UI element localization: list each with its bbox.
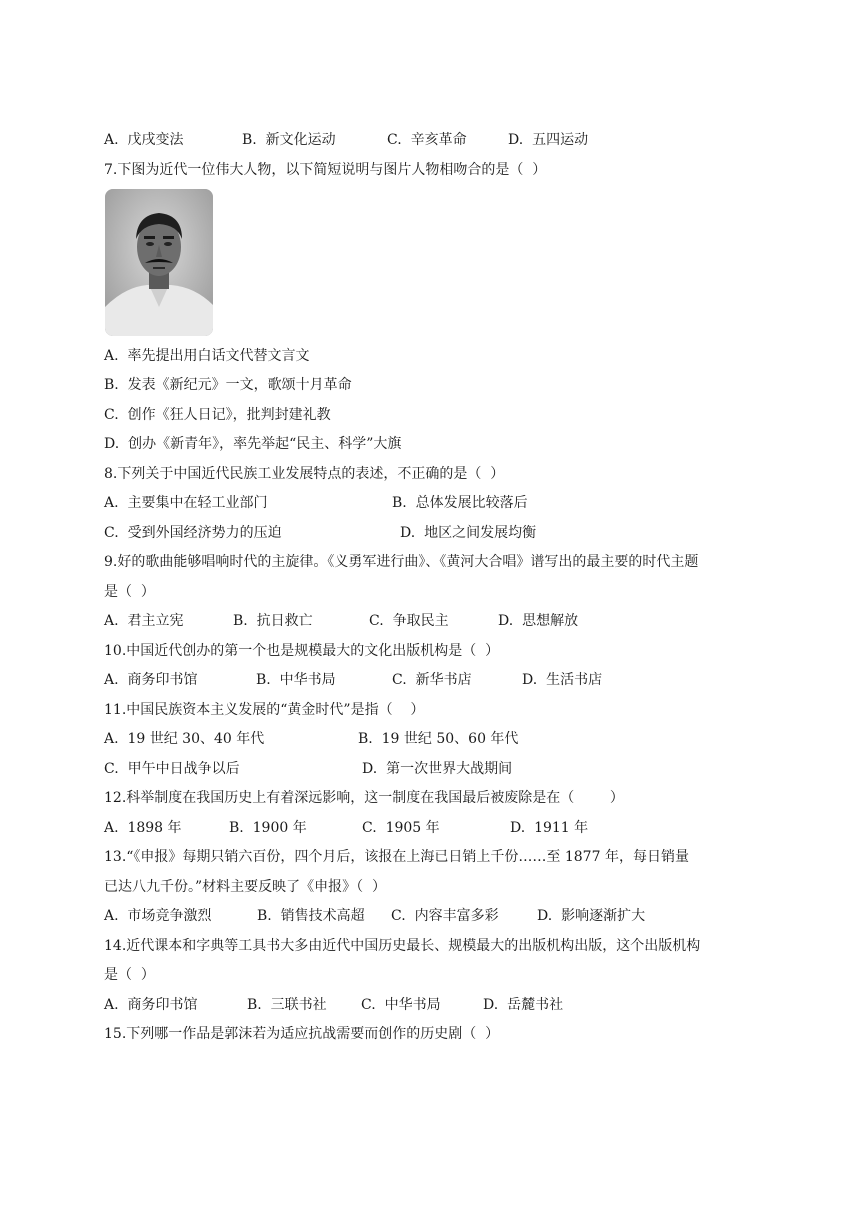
q9-option-a: A. 君主立宪: [104, 613, 184, 629]
q10-option-d: D. 生活书店: [522, 672, 603, 688]
q14-option-a: A. 商务印书馆: [104, 997, 198, 1013]
q15-stem: 15.下列哪一作品是郭沫若为适应抗战需要而创作的历史剧（ ）: [104, 1026, 500, 1042]
q14-stem-line2: 是（ ）: [104, 967, 155, 983]
q6-option-a: A. 戊戌变法: [104, 132, 184, 148]
q11-option-a: A. 19 世纪 30、40 年代: [104, 731, 265, 747]
q13-option-d: D. 影响逐渐扩大: [537, 908, 646, 924]
q8-option-c: C. 受到外国经济势力的压迫: [104, 525, 282, 541]
q12-option-d: D. 1911 年: [510, 820, 589, 836]
q13-option-b: B. 销售技术高超: [257, 908, 365, 924]
q7-option-d: D. 创办《新青年》，率先举起“民主、科学”大旗: [104, 436, 402, 452]
q7-option-c: C. 创作《狂人日记》，批判封建礼教: [104, 407, 331, 423]
q14-option-c: C. 中华书局: [361, 997, 441, 1013]
q11-stem: 11.中国民族资本主义发展的“黄金时代”是指（ ）: [104, 702, 425, 718]
q7-option-b: B. 发表《新纪元》一文，歌颂十月革命: [104, 377, 352, 393]
q6-option-c: C. 辛亥革命: [387, 132, 467, 148]
q12-option-b: B. 1900 年: [229, 820, 307, 836]
q10-option-c: C. 新华书店: [392, 672, 472, 688]
q8-stem: 8.下列关于中国近代民族工业发展特点的表述，不正确的是（ ）: [104, 466, 505, 482]
q6-option-d: D. 五四运动: [508, 132, 589, 148]
q6-option-b: B. 新文化运动: [242, 132, 336, 148]
q11-option-b: B. 19 世纪 50、60 年代: [358, 731, 519, 747]
q13-stem-line2: 已达八九千份。”材料主要反映了《申报》（ ）: [104, 879, 387, 895]
q10-option-a: A. 商务印书馆: [104, 672, 198, 688]
q7-stem: 7.下图为近代一位伟大人物，以下简短说明与图片人物相吻合的是（ ）: [104, 162, 547, 178]
q10-option-b: B. 中华书局: [256, 672, 336, 688]
q12-option-a: A. 1898 年: [104, 820, 182, 836]
q10-stem: 10.中国近代创办的第一个也是规模最大的文化出版机构是（ ）: [104, 643, 500, 659]
portrait-photo: [105, 189, 213, 336]
q9-stem-line1: 9.好的歌曲能够唱响时代的主旋律。《义勇军进行曲》、《黄河大合唱》谱写出的最主要的时代主题: [104, 554, 699, 570]
q8-option-b: B. 总体发展比较落后: [392, 495, 528, 511]
q12-option-c: C. 1905 年: [362, 820, 440, 836]
q11-option-c: C. 甲午中日战争以后: [104, 761, 240, 777]
q8-option-d: D. 地区之间发展均衡: [400, 525, 537, 541]
q14-option-b: B. 三联书社: [247, 997, 327, 1013]
q9-stem-line2: 是（ ）: [104, 584, 155, 600]
q13-option-a: A. 市场竞争激烈: [104, 908, 212, 924]
q14-stem-line1: 14.近代课本和字典等工具书大多由近代中国历史最长、规模最大的出版机构出版，这个出版机构: [104, 938, 701, 954]
q13-stem-line1: 13.“《申报》每期只销六百份，四个月后，该报在上海已日销上千份……至 1877 年，每日销量: [104, 849, 689, 865]
q13-option-c: C. 内容丰富多彩: [391, 908, 499, 924]
q14-option-d: D. 岳麓书社: [483, 997, 564, 1013]
q9-option-b: B. 抗日救亡: [233, 613, 313, 629]
q9-option-c: C. 争取民主: [369, 613, 449, 629]
q7-option-a: A. 率先提出用白话文代替文言文: [104, 348, 310, 364]
q8-option-a: A. 主要集中在轻工业部门: [104, 495, 268, 511]
q11-option-d: D. 第一次世界大战期间: [362, 761, 513, 777]
q12-stem: 12.科举制度在我国历史上有着深远影响，这一制度在我国最后被废除是在（ ）: [104, 790, 624, 806]
q9-option-d: D. 思想解放: [498, 613, 579, 629]
